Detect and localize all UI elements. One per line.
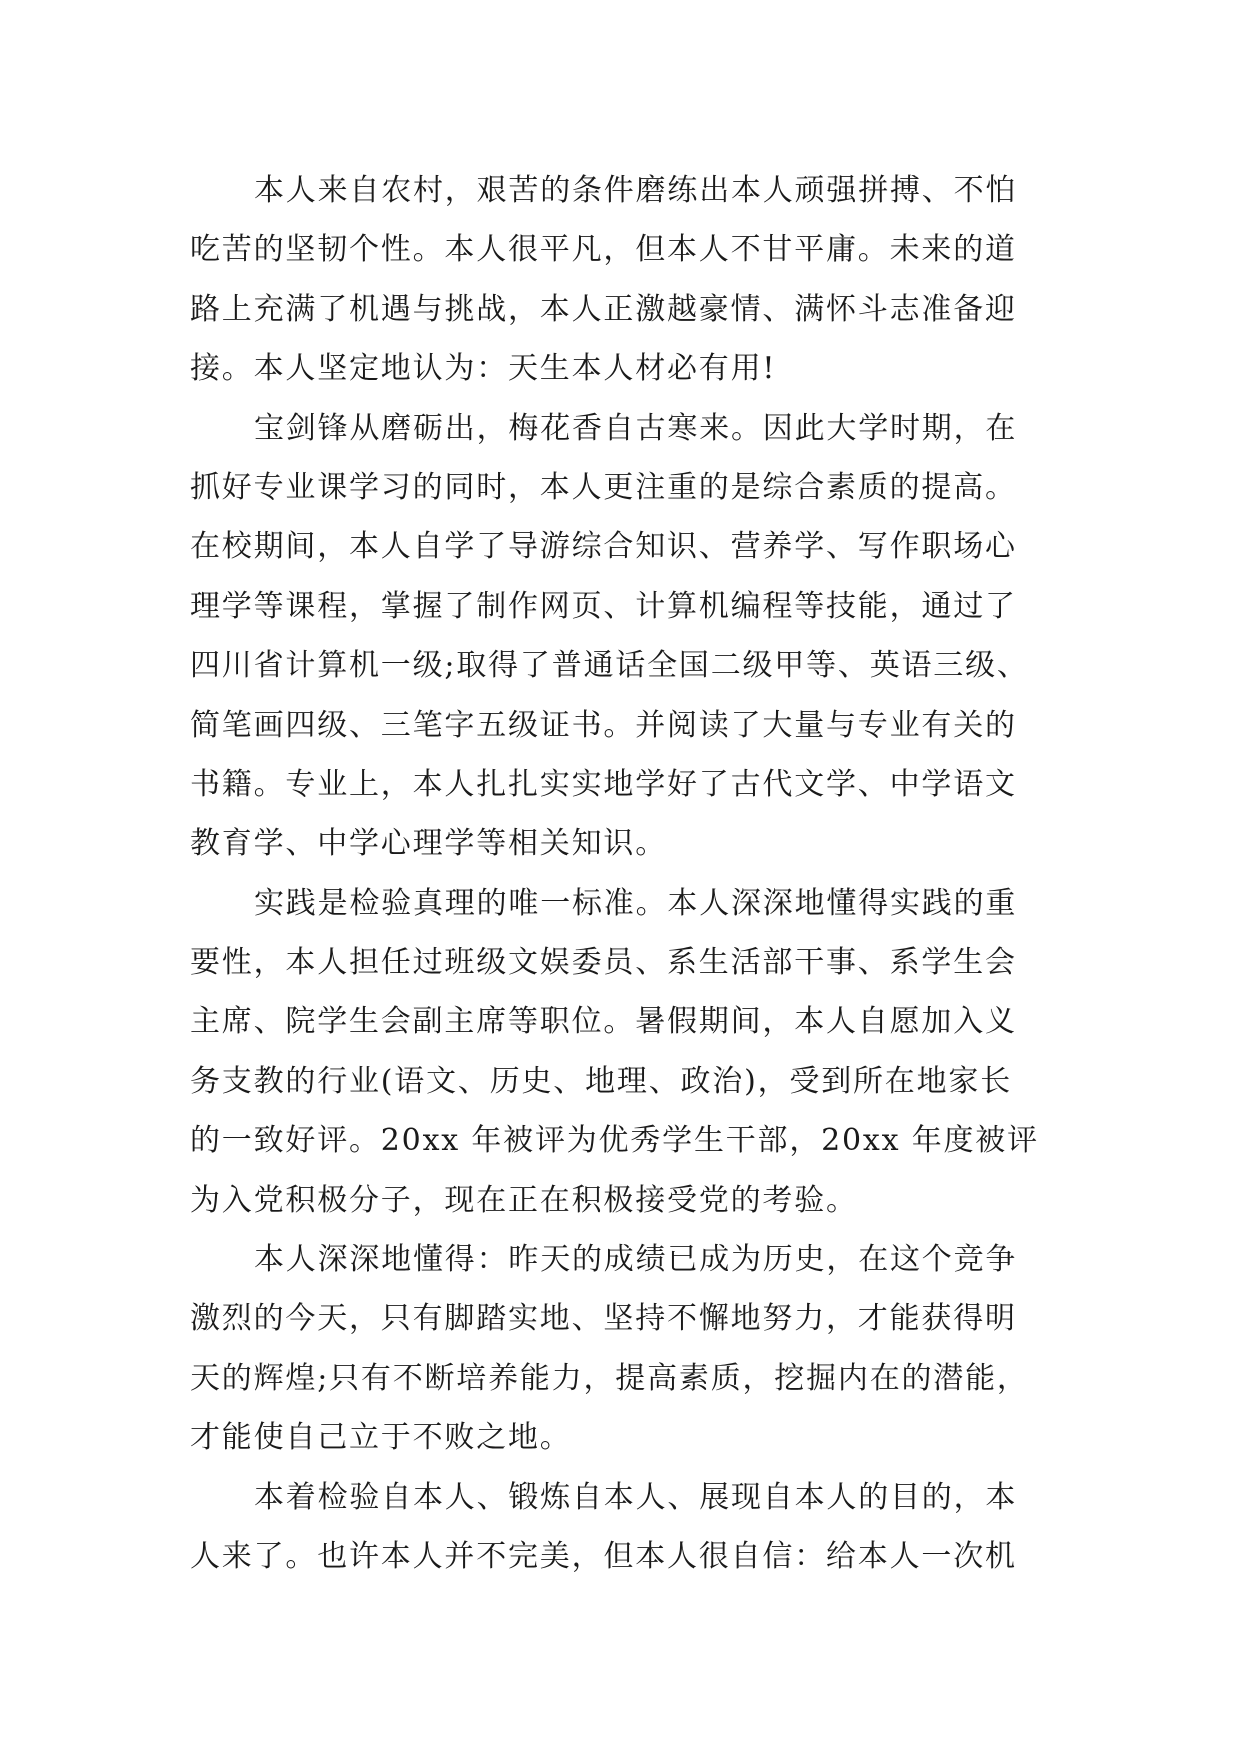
text-line: 实践是检验真理的唯一标准。本人深深地懂得实践的重: [254, 885, 1018, 921]
text-line: 天的辉煌;只有不断培养能力，提高素质，挖掘内在的潜能，: [190, 1360, 1029, 1396]
text-line: 抓好专业课学习的同时，本人更注重的是综合素质的提高。: [190, 469, 1017, 505]
text-line: 理学等课程，掌握了制作网页、计算机编程等技能，通过了: [190, 588, 1017, 624]
text-line: 路上充满了机遇与挑战，本人正激越豪情、满怀斗志准备迎: [190, 291, 1017, 327]
paragraph-closing: [190, 1468, 1080, 1587]
text-line: 主席、院学生会副主席等职位。暑假期间，本人自愿加入义: [190, 1004, 1017, 1040]
text-line: 吃苦的坚韧个性。本人很平凡，但本人不甘平庸。未来的道: [190, 232, 1017, 268]
text-line: 本人深深地懂得：昨天的成绩已成为历史，在这个竞争: [254, 1242, 1018, 1278]
text-line: 为入党积极分子，现在正在积极接受党的考验。: [190, 1182, 858, 1218]
text-line: 本人来自农村，艰苦的条件磨练出本人顽强拼搏、不怕: [254, 173, 1018, 208]
paragraph-practice: [190, 874, 1080, 1230]
text-line: 简笔画四级、三笔字五级证书。并阅读了大量与专业有关的: [190, 707, 1017, 743]
text-line: 的一致好评。20xx 年被评为优秀学生干部，20xx 年度被评: [190, 1123, 1039, 1159]
text-line: 接。本人坚定地认为：天生本人材必有用!: [190, 351, 777, 387]
text-line: 宝剑锋从磨砺出，梅花香自古寒来。因此大学时期，在: [254, 410, 1018, 446]
text-line: 教育学、中学心理学等相关知识。: [190, 826, 667, 862]
text-line: 书籍。专业上，本人扎扎实实地学好了古代文学、中学语文: [190, 766, 1017, 802]
text-line: 务支教的行业(语文、历史、地理、政治)，受到所在地家长: [190, 1063, 1013, 1099]
text-line: 才能使自己立于不败之地。: [190, 1420, 572, 1456]
paragraph-origin: [190, 161, 1080, 399]
text-line: 本着检验自本人、锻炼自本人、展现自本人的目的，本: [254, 1479, 1018, 1515]
paragraph-study: [190, 399, 1080, 874]
document-body: [190, 161, 1080, 1586]
text-line: 激烈的今天，只有脚踏实地、坚持不懈地努力，才能获得明: [190, 1301, 1017, 1337]
text-line: 人来了。也许本人并不完美，但本人很自信：给本人一次机: [190, 1538, 1017, 1574]
paragraph-reflection: [190, 1230, 1080, 1468]
text-line: 四川省计算机一级;取得了普通话全国二级甲等、英语三级、: [190, 648, 1029, 684]
text-line: 在校期间，本人自学了导游综合知识、营养学、写作职场心: [190, 529, 1017, 565]
text-line: 要性，本人担任过班级文娱委员、系生活部干事、系学生会: [190, 945, 1017, 981]
